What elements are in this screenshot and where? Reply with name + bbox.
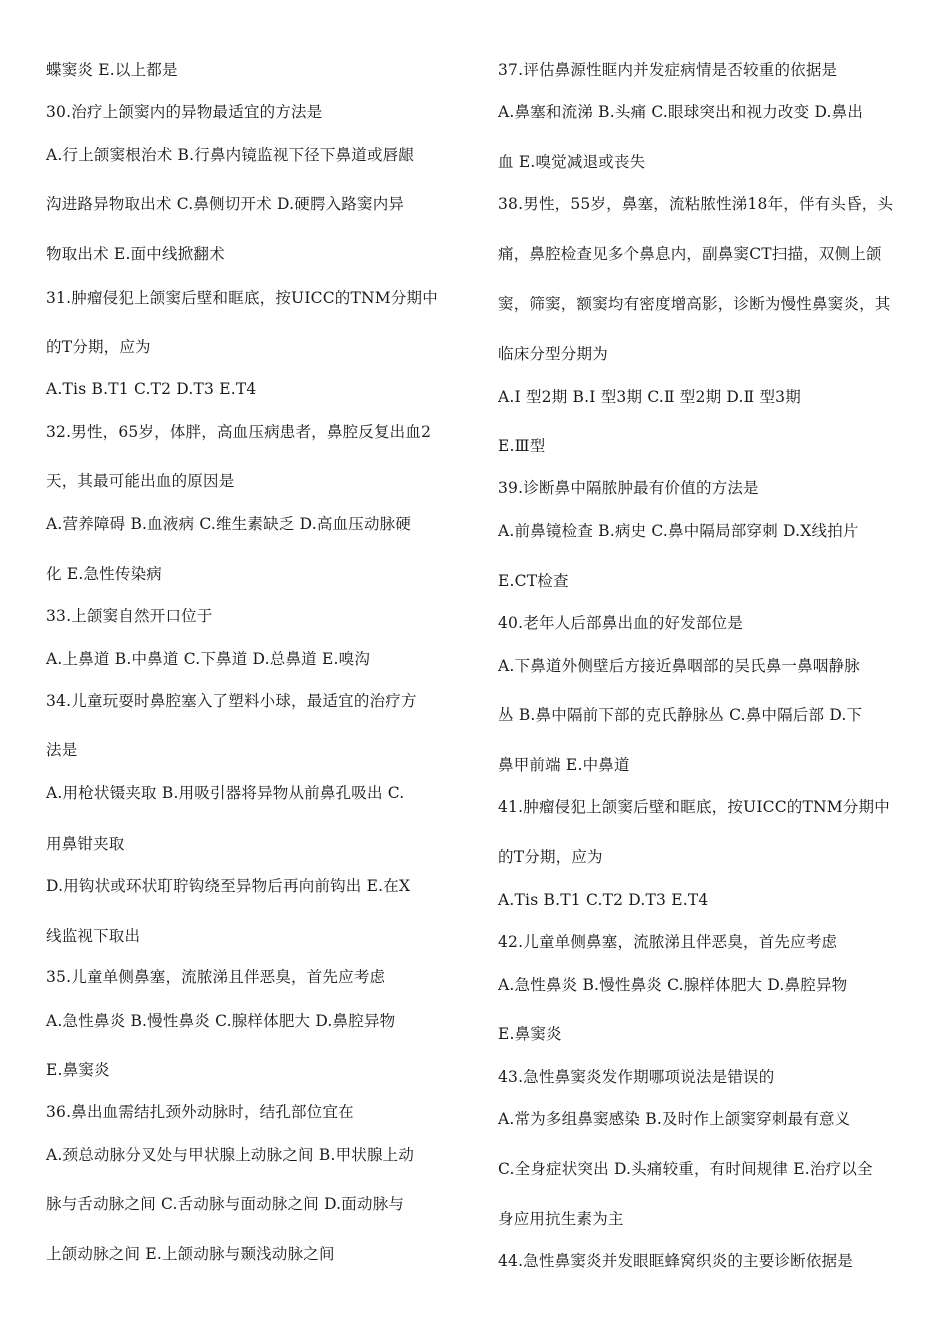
text-line: A.常为多组鼻窦感染 B.及时作上颌窦穿刺最有意义 [498, 1110, 851, 1128]
question-39: 39.诊断鼻中隔脓肿最有价值的方法是 [498, 479, 759, 497]
text-line: 沟进路异物取出术 C.鼻侧切开术 D.硬腭入路窦内异 [46, 195, 405, 213]
text-line: A.下鼻道外侧壁后方接近鼻咽部的吴氏鼻一鼻咽静脉 [498, 657, 860, 675]
text-line: E.鼻窦炎 [46, 1061, 110, 1079]
text-line: A.上鼻道 B.中鼻道 C.下鼻道 D.总鼻道 E.嗅沟 [46, 650, 371, 668]
text-line: C.全身症状突出 D.头痛较重，有时间规律 E.治疗以全 [498, 1160, 873, 1178]
text-line: A.Ⅰ 型2期 B.Ⅰ 型3期 C.Ⅱ 型2期 D.Ⅱ 型3期 [498, 388, 801, 406]
question-44: 44.急性鼻窦炎并发眼眶蜂窝织炎的主要诊断依据是 [498, 1252, 853, 1270]
question-42: 42.儿童单侧鼻塞，流脓涕且伴恶臭，首先应考虑 [498, 933, 838, 951]
text-line: A.前鼻镜检查 B.病史 C.鼻中隔局部穿刺 D.X线拍片 [498, 522, 859, 540]
text-line: D.用钩状或环状耵聍钩绕至异物后再向前钩出 E.在X [46, 877, 411, 895]
question-32: 32.男性，65岁，体胖，高血压病患者，鼻腔反复出血2 [46, 423, 432, 441]
question-35: 35.儿童单侧鼻塞，流脓涕且伴恶臭，首先应考虑 [46, 968, 386, 986]
text-line: E.鼻窦炎 [498, 1025, 562, 1043]
text-line: 线监视下取出 [46, 927, 141, 945]
text-line: A.用枪状镊夹取 B.用吸引器将异物从前鼻孔吸出 C. [46, 784, 405, 802]
question-31: 31.肿瘤侵犯上颌窦后壁和眶底，按UICC的TNM分期中 [46, 289, 438, 307]
question-33: 33.上颌窦自然开口位于 [46, 607, 213, 625]
text-line: E.Ⅲ型 [498, 437, 546, 455]
question-43: 43.急性鼻窦炎发作期哪项说法是错误的 [498, 1068, 775, 1086]
text-line: 天，其最可能出血的原因是 [46, 472, 235, 490]
question-41: 41.肿瘤侵犯上颌窦后壁和眶底，按UICC的TNM分期中 [498, 798, 890, 816]
text-line: 痛，鼻腔检查见多个鼻息内，副鼻窦CT扫描，双侧上颌 [498, 245, 882, 263]
text-line: A.鼻塞和流涕 B.头痛 C.眼球突出和视力改变 D.鼻出 [498, 103, 864, 121]
question-34: 34.儿童玩耍时鼻腔塞入了塑料小球，最适宜的治疗方 [46, 692, 417, 710]
text-line: 化 E.急性传染病 [46, 565, 162, 583]
text-line: A.行上颌窦根治术 B.行鼻内镜监视下径下鼻道或唇龈 [46, 146, 415, 164]
text-line: 的T分期，应为 [498, 848, 603, 866]
text-line: 蝶窦炎 E.以上都是 [46, 61, 178, 79]
question-30: 30.治疗上颌窦内的异物最适宜的方法是 [46, 103, 323, 121]
text-line: 法是 [46, 741, 78, 759]
text-line: 丛 B.鼻中隔前下部的克氏静脉丛 C.鼻中隔后部 D.下 [498, 706, 863, 724]
text-line: 血 E.嗅觉减退或丧失 [498, 153, 646, 171]
question-36: 36.鼻出血需结扎颈外动脉时，结孔部位宜在 [46, 1103, 354, 1121]
text-line: E.CT检查 [498, 572, 569, 590]
question-37: 37.评估鼻源性眶内并发症病情是否较重的依据是 [498, 61, 838, 79]
question-40: 40.老年人后部鼻出血的好发部位是 [498, 614, 744, 632]
text-line: 物取出术 E.面中线掀翻术 [46, 245, 225, 263]
question-38: 38.男性，55岁，鼻塞，流粘脓性涕18年，伴有头昏，头 [498, 195, 894, 213]
text-line: 鼻甲前端 E.中鼻道 [498, 756, 630, 774]
text-line: 窦，筛窦，额窦均有密度增高影，诊断为慢性鼻窦炎，其 [498, 295, 891, 313]
text-line: 的T分期，应为 [46, 338, 151, 356]
text-line: A.急性鼻炎 B.慢性鼻炎 C.腺样体肥大 D.鼻腔异物 [46, 1012, 396, 1030]
text-line: A.Tis B.T1 C.T2 D.T3 E.T4 [46, 380, 257, 398]
text-line: 脉与舌动脉之间 C.舌动脉与面动脉之间 D.面动脉与 [46, 1195, 405, 1213]
text-line: A.急性鼻炎 B.慢性鼻炎 C.腺样体肥大 D.鼻腔异物 [498, 976, 848, 994]
text-line: 临床分型分期为 [498, 345, 608, 363]
text-line: 身应用抗生素为主 [498, 1210, 624, 1228]
text-line: A.营养障碍 B.血液病 C.维生素缺乏 D.高血压动脉硬 [46, 515, 412, 533]
text-line: A.颈总动脉分叉处与甲状腺上动脉之间 B.甲状腺上动 [46, 1146, 415, 1164]
text-line: A.Tis B.T1 C.T2 D.T3 E.T4 [498, 891, 709, 909]
text-line: 上颌动脉之间 E.上颌动脉与颞浅动脉之间 [46, 1245, 335, 1263]
text-line: 用鼻钳夹取 [46, 835, 125, 853]
